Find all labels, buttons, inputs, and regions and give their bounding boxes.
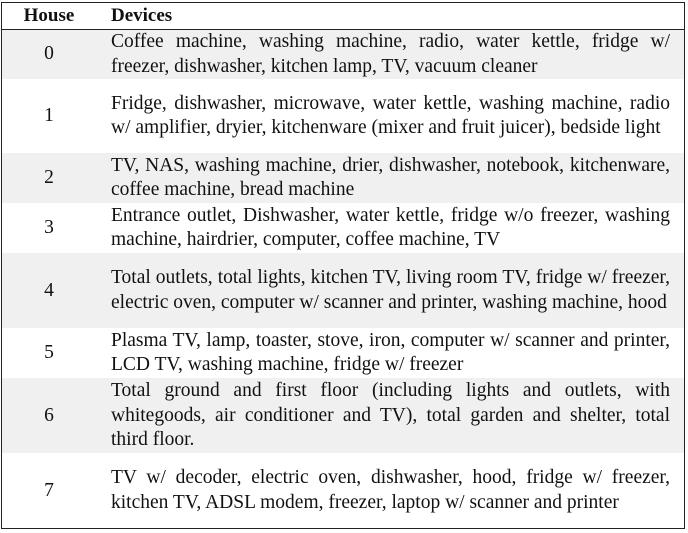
house-number: 5: [44, 342, 54, 364]
device-list: TV, NAS, washing machine, drier, dishwasher, notebook, kitchenware, coffee machine, bread machine: [111, 154, 670, 201]
house-devices-table-container: [1, 2, 685, 529]
header-house: House: [2, 3, 96, 30]
device-list: Plasma TV, lamp, toaster, stove, iron, computer w/ scanner and printer, LCD TV, washing machine, fridge w/ freezer: [111, 329, 670, 376]
house-number: 0: [44, 43, 54, 65]
house-number: 3: [44, 217, 54, 239]
table-header: [2, 3, 684, 30]
house-number: 6: [44, 404, 54, 426]
table-row: [2, 79, 684, 153]
table-body: [2, 30, 684, 529]
device-list: Entrance outlet, Dishwasher, water kettle, fridge w/o freezer, washing machine, hairdrier, computer, coffee machine, TV: [111, 204, 670, 251]
device-list: Fridge, dishwasher, microwave, water kettle, washing machine, radio w/ amplifier, dryier, kitchenware (mixer and fruit juicer), bedside light: [111, 92, 670, 139]
table-row: [2, 30, 684, 80]
device-list: Total ground and first floor (including lights and outlets, with whitegoods, air conditioner and TV), total garden and shelter, total third floor.: [111, 379, 670, 451]
device-list: TV w/ decoder, electric oven, dishwasher, hood, fridge w/ freezer, kitchen TV, ADSL modem, freezer, laptop w/ scanner and printer: [111, 467, 670, 513]
table-row: [2, 153, 684, 203]
house-number: 7: [44, 479, 54, 501]
table-row: [2, 328, 684, 378]
house-number: 4: [44, 279, 54, 301]
device-list: Total outlets, total lights, kitchen TV, living room TV, fridge w/ freezer, electric oven, computer w/ scanner and printer, washing machine, hood: [111, 267, 670, 313]
header-devices: Devices: [96, 3, 684, 30]
house-devices-table: [2, 3, 684, 528]
table-row: [2, 378, 684, 453]
header-row: [2, 3, 684, 30]
table-row: [2, 203, 684, 253]
table-row: [2, 453, 684, 528]
house-number: 2: [44, 167, 54, 189]
device-list: Coffee machine, washing machine, radio, water kettle, fridge w/ freezer, dishwasher, kitchen lamp, TV, vacuum cleaner: [111, 31, 670, 77]
house-number: 1: [44, 105, 54, 127]
table-row: [2, 253, 684, 328]
